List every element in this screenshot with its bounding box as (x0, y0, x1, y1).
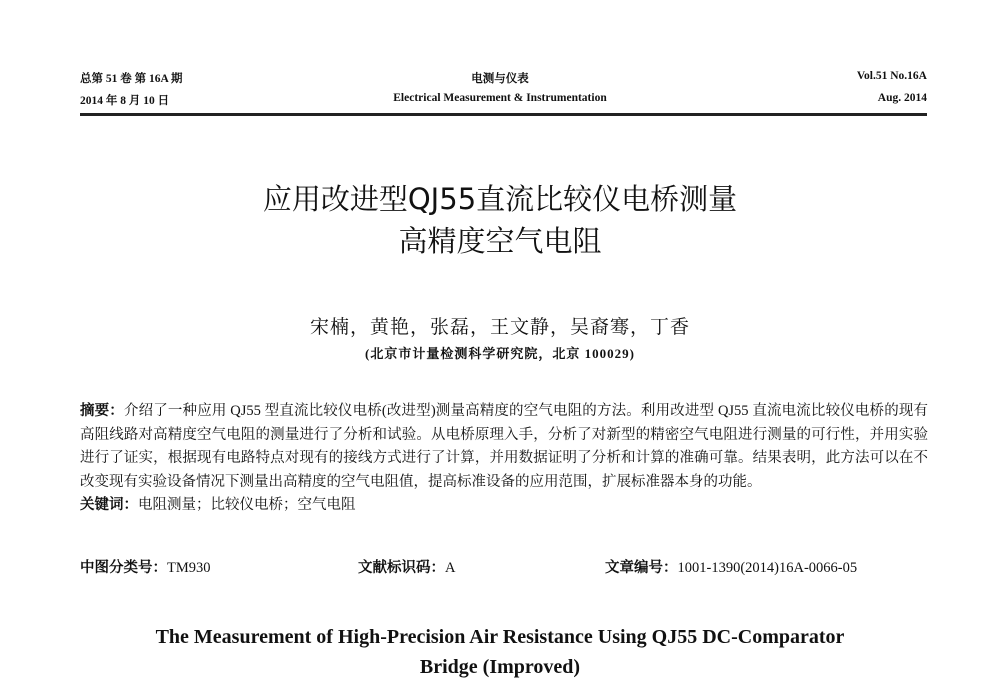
header-rule (80, 113, 927, 116)
paper-title-line1: 应用改进型QJ55直流比较仪电桥测量 (262, 182, 738, 216)
issue-info: 总第 51 卷 第 16A 期 (80, 73, 183, 85)
document-code (358, 556, 455, 577)
classification-value: TM930 (167, 560, 211, 576)
volume-info: Vol.51 No.16A (856, 70, 927, 82)
abstract (80, 400, 928, 518)
classification-label: 中图分类号： (80, 560, 167, 576)
keywords-label: 关键词： (80, 497, 138, 513)
english-title-line2: Bridge (Improved) (419, 656, 581, 678)
affiliation: (北京市计量检测科学研究院，北京 100029) (365, 346, 635, 361)
article-number-label: 文章编号： (605, 560, 678, 576)
abstract-label: 摘要： (80, 403, 124, 419)
document-code-value: A (445, 560, 456, 576)
keywords-text: 电阻测量；比较仪电桥；空气电阻 (138, 497, 356, 513)
authors: 宋楠，黄艳，张磊，王文静，吴裔骞，丁香 (309, 317, 690, 338)
journal-name-cn: 电测与仪表 (471, 73, 529, 85)
article-number-value: 1001-1390(2014)16A-0066-05 (677, 560, 858, 576)
english-title-line1: The Measurement of High-Precision Air Resistance Using QJ55 DC-Comparator (155, 626, 845, 648)
english-title (0, 622, 1000, 682)
journal-name-en: Electrical Measurement & Instrumentation (393, 92, 607, 104)
paper-title-line2: 高精度空气电阻 (398, 224, 602, 258)
publication-month: Aug. 2014 (877, 92, 927, 104)
issue-date: 2014 年 8 月 10 日 (80, 95, 170, 107)
classification (80, 556, 211, 577)
document-code-label: 文献标识码： (358, 560, 445, 576)
article-number (605, 556, 857, 577)
abstract-text: 介绍了一种应用 QJ55 型直流比较仪电桥(改进型)测量高精度的空气电阻的方法。利用改进型 QJ55 直流电流比较仪电桥的现有高阻线路对高精度空气电阻的测量进行了分析和试验。从电桥原理入手，分析了对新型的精密空气电阻进行测量的可行性，并用实验进行了证实，根据现有电路特点对现有的接线方式进行了计算，并用数据证明了分析和计算的准确可靠。结果表明，此方法可以在不改变现有实验设备情况下测量出高精度的空气电阻值，提高标准设备的应用范围，扩展标准器本身的功能。 (80, 403, 928, 490)
